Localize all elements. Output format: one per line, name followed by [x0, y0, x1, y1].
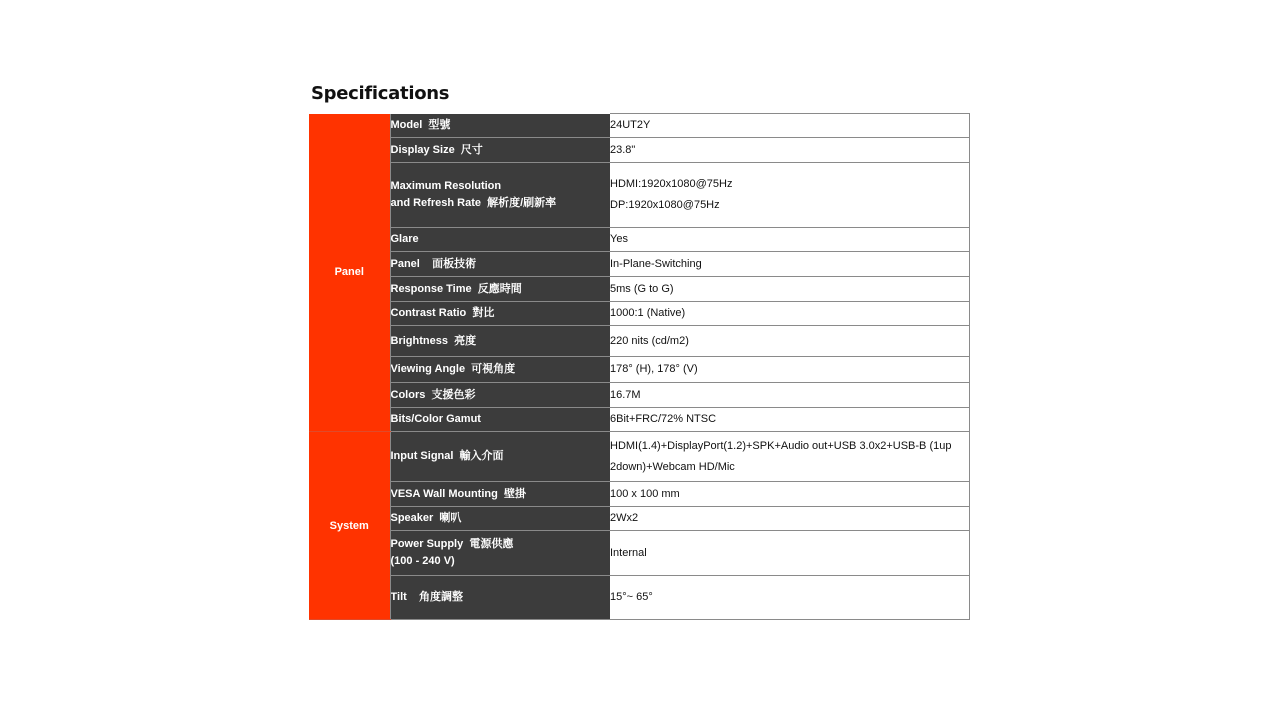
spec-value [610, 383, 969, 408]
spec-label [390, 357, 610, 383]
spec-row [309, 482, 969, 507]
spec-label [390, 302, 610, 326]
spec-label-line: VESA Wall Mounting 壁掛 [390, 487, 526, 500]
spec-label-line: Speaker 喇叭 [390, 512, 462, 524]
spec-value-line: 15°~ 65° [610, 591, 653, 603]
spec-label-line: Brightness 亮度 [390, 334, 477, 347]
spec-value-line: 2Wx2 [610, 512, 639, 524]
spec-value-line: 220 nits (cd/m2) [610, 334, 689, 347]
spec-label-line: Power Supply 電源供應 [390, 538, 514, 550]
spec-value-line: 100 x 100 mm [610, 487, 680, 500]
spec-label [390, 138, 610, 163]
spec-value-line: 1000:1 (Native) [610, 307, 686, 319]
spec-row [309, 357, 969, 383]
spec-row [309, 163, 969, 228]
spec-value [610, 357, 969, 383]
spec-label [390, 383, 610, 408]
spec-value [610, 114, 969, 138]
spec-value [610, 326, 969, 357]
spec-row [309, 383, 969, 408]
group-label-panel: Panel [309, 114, 390, 432]
spec-row [309, 432, 969, 482]
spec-value [610, 482, 969, 507]
spec-label-line: Colors 支援色彩 [390, 388, 476, 401]
spec-value-line: HDMI(1.4)+DisplayPort(1.2)+SPK+Audio out+USB 3.0x2+USB-B (1up [610, 439, 952, 452]
spec-value [610, 163, 969, 228]
spec-row [309, 531, 969, 576]
spec-value-line: 178° (H), 178° (V) [610, 363, 698, 375]
spec-label-line: and Refresh Rate 解析度/刷新率 [390, 197, 557, 209]
spec-value-line: 24UT2Y [610, 119, 651, 131]
spec-label-line: Tilt 角度調整 [390, 591, 464, 603]
spec-label [390, 432, 610, 482]
spec-label [390, 531, 610, 576]
spec-value-line: Yes [610, 233, 628, 245]
spec-label-line: Viewing Angle 可視角度 [390, 363, 516, 375]
spec-value-line: 6Bit+FRC/72% NTSC [610, 413, 717, 425]
spec-value [610, 228, 969, 252]
spec-label [390, 114, 610, 138]
spec-label [390, 482, 610, 507]
spec-value-line: 5ms (G to G) [610, 282, 674, 295]
spec-label-line: Contrast Ratio 對比 [390, 307, 495, 319]
spec-row [309, 408, 969, 432]
spec-label-line: Input Signal 輸入介面 [390, 450, 504, 462]
spec-label [390, 408, 610, 432]
spec-value-line: Internal [610, 546, 647, 559]
spec-value [610, 531, 969, 576]
spec-label-line: Maximum Resolution [390, 180, 502, 192]
spec-label-line: (100 - 240 V) [390, 555, 455, 567]
spec-label [390, 252, 610, 277]
spec-value [610, 576, 969, 620]
spec-label-line: Model 型號 [390, 118, 451, 131]
spec-row [309, 302, 969, 326]
specifications-table [309, 113, 970, 620]
spec-label-line: Panel 面板技術 [390, 257, 477, 270]
spec-value [610, 277, 969, 302]
spec-label [390, 277, 610, 302]
spec-label [390, 576, 610, 620]
page-title: Specifications [311, 83, 450, 104]
spec-value [610, 138, 969, 163]
spec-value-line: 23.8" [610, 143, 636, 156]
spec-row [309, 252, 969, 277]
spec-row [309, 277, 969, 302]
spec-value [610, 408, 969, 432]
spec-value [610, 302, 969, 326]
spec-row [309, 114, 969, 138]
spec-value-line: In-Plane-Switching [610, 257, 702, 270]
spec-label [390, 507, 610, 531]
spec-value [610, 252, 969, 277]
spec-label-line: Bits/Color Gamut [390, 413, 481, 425]
group-label-system: System [309, 432, 390, 620]
spec-label [390, 228, 610, 252]
spec-row [309, 507, 969, 531]
spec-row [309, 576, 969, 620]
spec-label [390, 163, 610, 228]
spec-row [309, 138, 969, 163]
spec-value-line: HDMI:1920x1080@75Hz [610, 178, 733, 190]
spec-label-line: Response Time 反應時間 [390, 282, 522, 295]
spec-row [309, 326, 969, 357]
spec-label-line: Display Size 尺寸 [390, 143, 483, 156]
spec-value-line: 2down)+Webcam HD/Mic [610, 460, 735, 473]
spec-value [610, 507, 969, 531]
spec-label-line: Glare [390, 233, 419, 245]
spec-value-line: DP:1920x1080@75Hz [610, 199, 720, 211]
spec-value-line: 16.7M [610, 388, 641, 401]
spec-value [610, 432, 969, 482]
spec-label [390, 326, 610, 357]
spec-row [309, 228, 969, 252]
